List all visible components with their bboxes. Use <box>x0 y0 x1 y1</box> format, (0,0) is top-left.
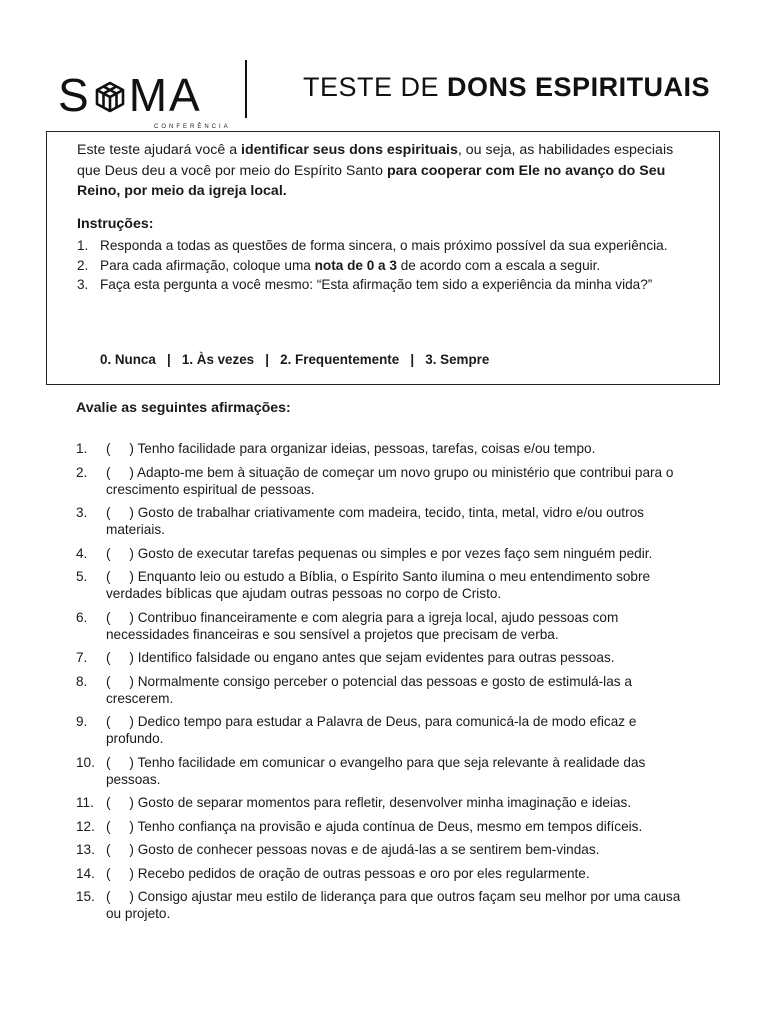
page-title: TESTE DE DONS ESPIRITUAIS <box>303 72 711 102</box>
question-item: 15. ( ) Consigo ajustar meu estilo de liderança para que outros façam seu melhor por uma causa ou projeto. <box>76 889 685 921</box>
instructions-list <box>77 236 692 295</box>
question-item: 4. ( ) Gosto de executar tarefas pequenas ou simples e por vezes faço sem ninguém pedir. <box>76 545 653 561</box>
instruction-item: 1. Responda a todas as questões de forma sincera, o mais próximo possível da sua experiência. <box>77 238 668 253</box>
question-item: 2. ( ) Adapto-me bem à situação de começar um novo grupo ou ministério que contribui para o crescimento espiritual de pessoas. <box>76 464 678 497</box>
question-item: 13. ( ) Gosto de conhecer pessoas novas e de ajudá-las a se sentirem bem-vindas. <box>76 842 600 857</box>
soma-logo <box>58 62 231 130</box>
question-item: 1. ( ) Tenho facilidade para organizar ideias, pessoas, tarefas, coisas e/ou tempo. <box>76 441 596 456</box>
question-item: 12. ( ) Tenho confiança na provisão e ajuda contínua de Deus, mesmo em tempos difíceis. <box>76 818 643 834</box>
intro-paragraph: Este teste ajudará você a identificar seus dons espirituais, ou seja, as habilidades especiais que Deus deu a você por meio do Espírito Santo para cooperar com Ele no avanço do Seu Reino, por meio da igreja local. <box>77 142 674 199</box>
instruction-item: 3. Faça esta pergunta a você mesmo: “Esta afirmação tem sido a experiência da minha vida?” <box>77 277 653 292</box>
question-item: 10. ( ) Tenho facilidade em comunicar o evangelho para que seja relevante à realidade das pessoas. <box>76 754 650 787</box>
question-item: 5. ( ) Enquanto leio ou estudo a Bíblia, o Espírito Santo ilumina o meu entendimento sobre verdades bíblicas que ajudam outras pessoas no corpo de Cristo. <box>76 569 654 601</box>
question-item: 9. ( ) Dedico tempo para estudar a Palavra de Deus, para comunicá-la de modo eficaz e profundo. <box>76 714 641 746</box>
header-divider <box>245 60 247 118</box>
intro-box <box>46 131 720 385</box>
questions-title: Avalie as seguintes afirmações: <box>76 400 291 416</box>
question-item: 8. ( ) Normalmente consigo perceber o potencial das pessoas e gosto de estimulá-las a crescerem. <box>76 673 636 706</box>
page-header <box>0 0 768 130</box>
question-item: 3. ( ) Gosto de trabalhar criativamente com madeira, tecido, tinta, metal, vidro e/ou outros materiais. <box>76 505 648 537</box>
question-item: 6. ( ) Contribuo financeiramente e com alegria para a igreja local, ajudo pessoas com necessidades financeiras e sou sensível a projetos que precisam de verba. <box>76 609 623 642</box>
logo-subtitle: CONFERÊNCIA <box>154 124 231 130</box>
cube-icon <box>92 79 128 115</box>
logo-wordmark: S MA <box>58 69 202 121</box>
question-item: 7. ( ) Identifico falsidade ou engano antes que sejam evidentes para outras pessoas. <box>76 650 615 665</box>
rating-scale: 0. Nunca | 1. Às vezes | 2. Frequentemente | 3. Sempre <box>100 352 490 367</box>
instruction-item: 2. Para cada afirmação, coloque uma nota de 0 a 3 de acordo com a escala a seguir. <box>77 257 601 273</box>
questions-list <box>76 440 696 929</box>
question-item: 11. ( ) Gosto de separar momentos para refletir, desenvolver minha imaginação e ideias. <box>76 795 632 810</box>
question-item: 14. ( ) Recebo pedidos de oração de outras pessoas e oro por eles regularmente. <box>76 865 590 881</box>
instructions-title: Instruções: <box>77 216 154 232</box>
